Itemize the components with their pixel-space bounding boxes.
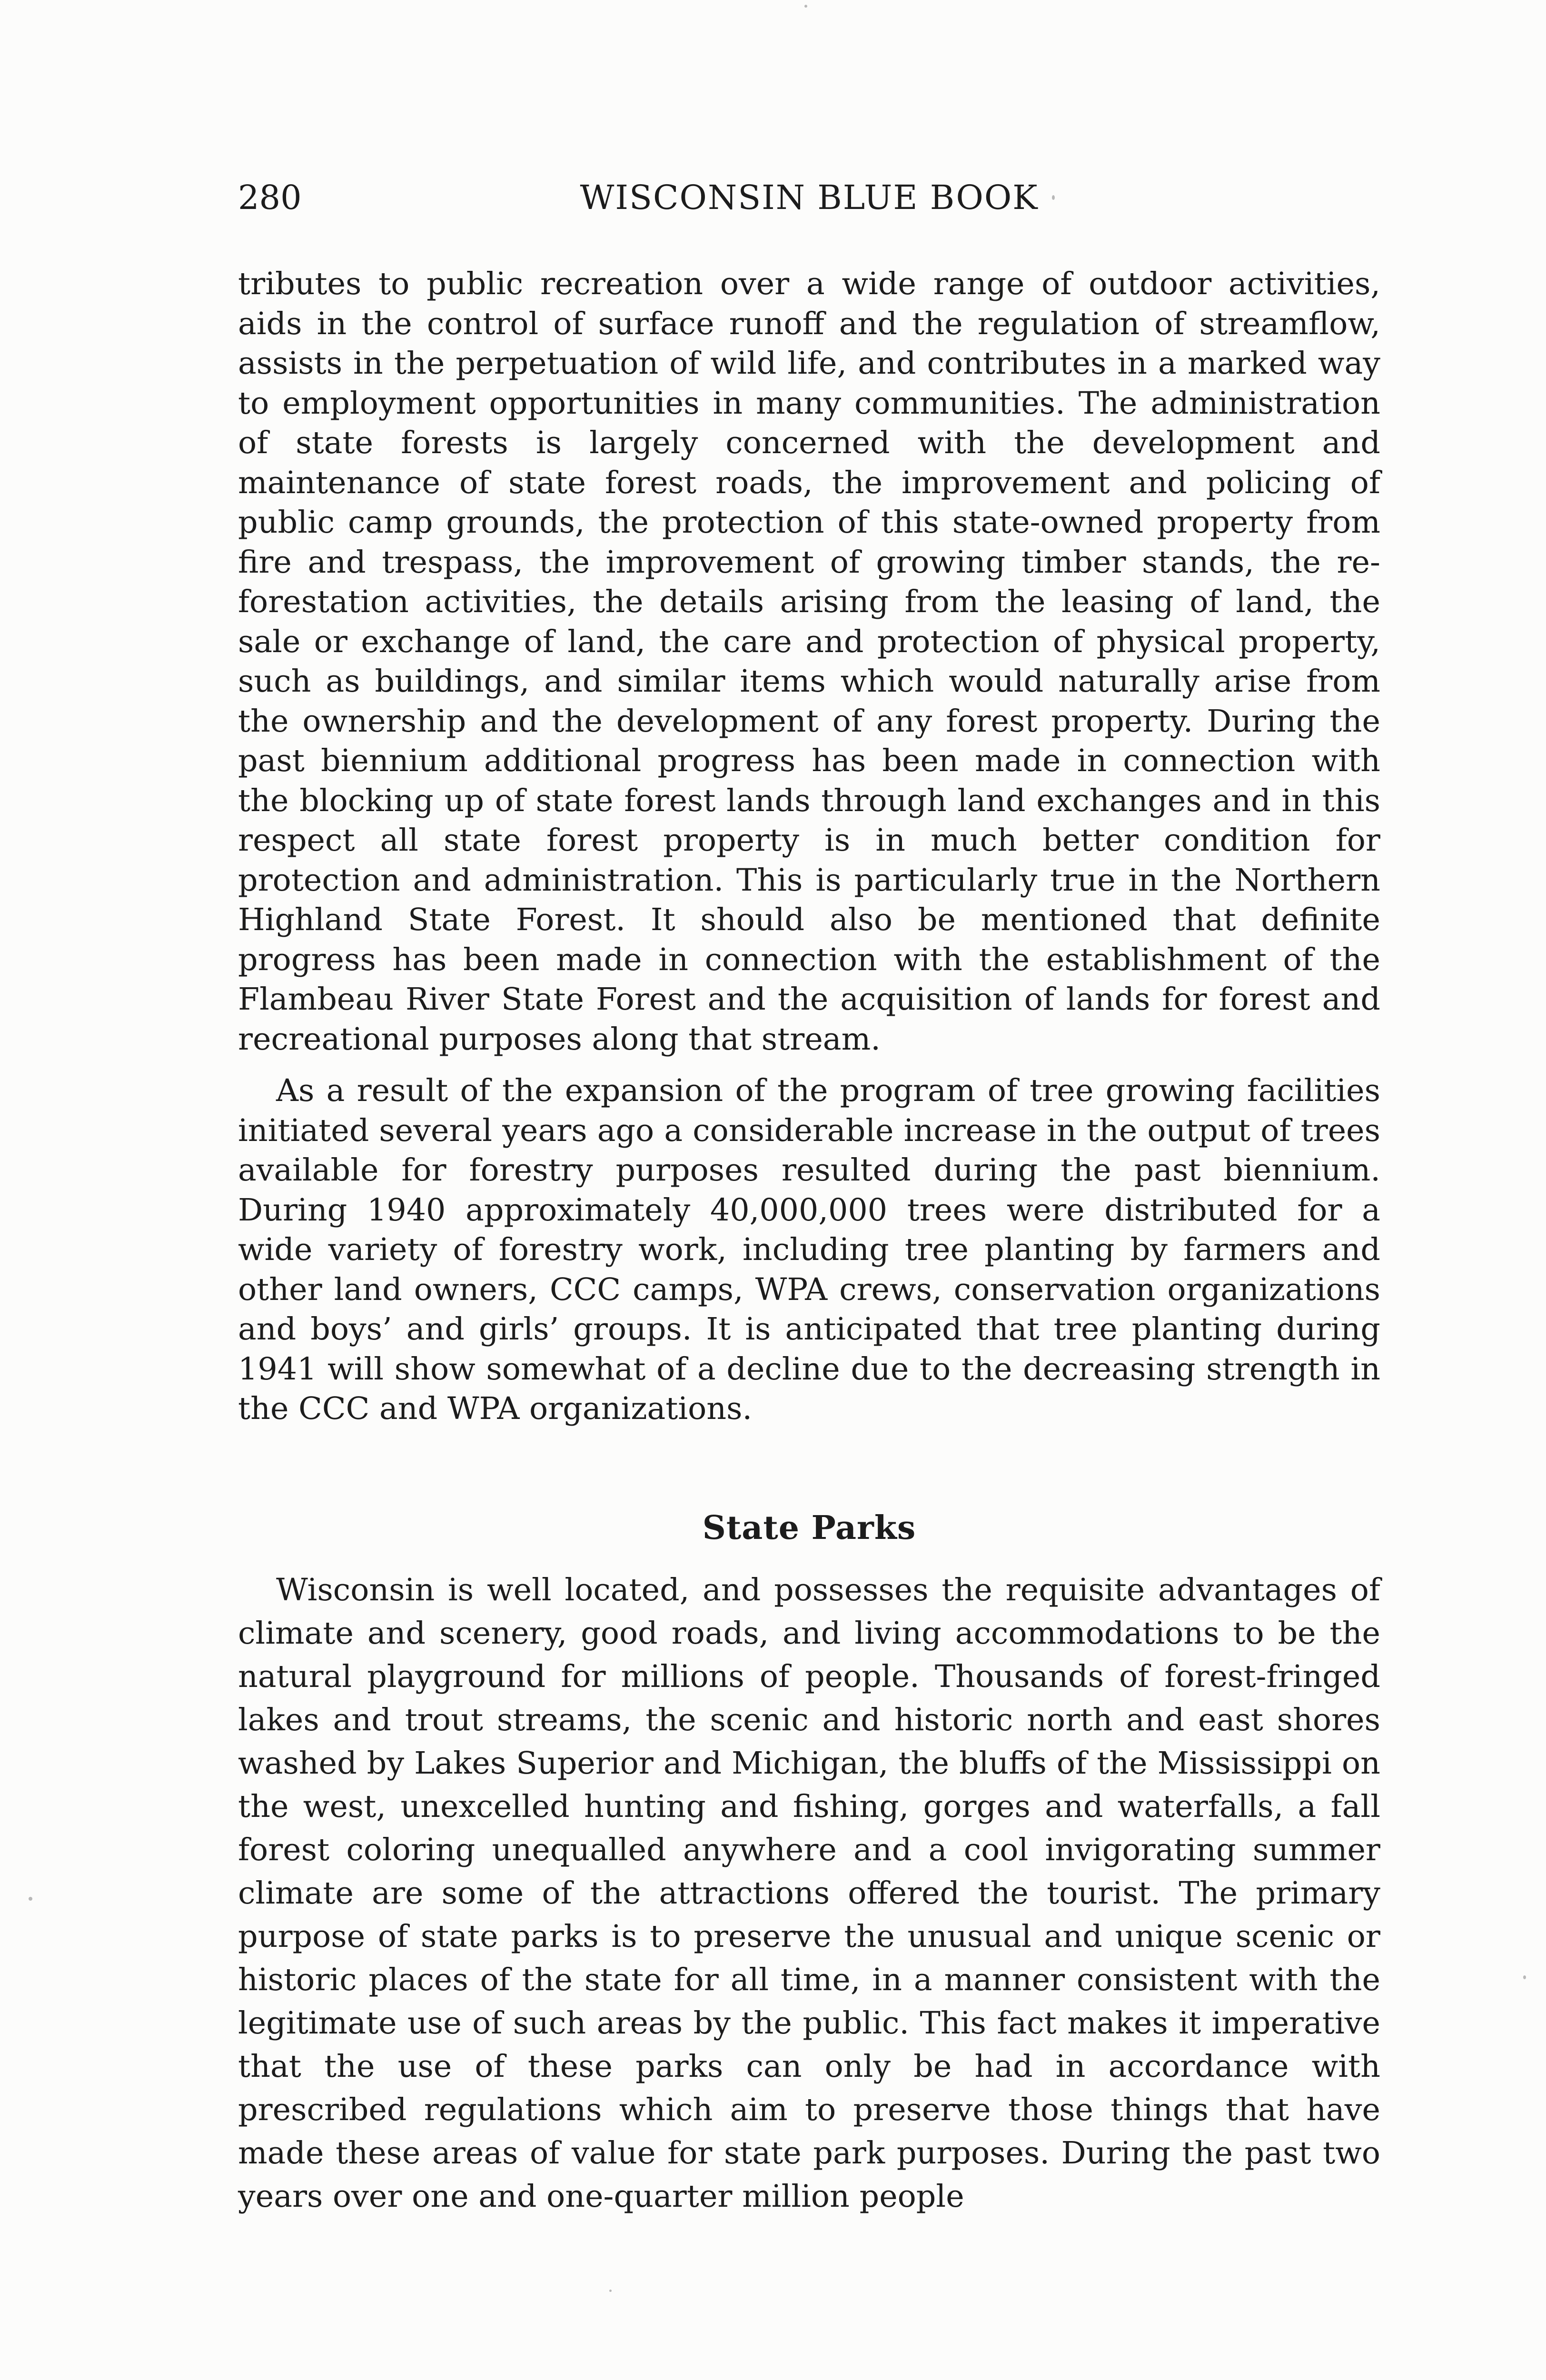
running-head bbox=[238, 171, 1380, 224]
scan-speck bbox=[804, 5, 807, 8]
scan-speck bbox=[29, 1897, 32, 1901]
state-parks-paragraph-block bbox=[238, 1568, 1380, 2218]
scan-speck bbox=[1523, 1975, 1526, 1979]
section-heading-state-parks: State Parks bbox=[702, 1509, 916, 1547]
scan-speck bbox=[1052, 195, 1055, 200]
scan-speck bbox=[609, 2290, 612, 2292]
forestry-continued-paragraph bbox=[238, 264, 1380, 1059]
book-title: WISCONSIN BLUE BOOK bbox=[580, 178, 1039, 217]
paragraph-state-parks: Wisconsin is well located, and possesses the requisite advantages of climate and scenery, good roads, and living accommodations to be the natural playground for millions of people. Thousands of forest-fringed lakes and trout streams, the scenic and historic north and east shores washed by Lakes Superior and Michigan, the bluffs of the Mississippi on the west, unexcelled hunting and fishing, gorges and waterfalls, a fall forest coloring unequalled anywhere and a cool invigorating summer climate are some of the attractions offered the tourist. The primary purpose of state parks is to preserve the unusual and unique scenic or historic places of the state for all time, in a manner consistent with the legitimate use of such areas by the public. This fact makes it imperative that the use of these parks can only be had in accordance with prescribed regulations which aim to preserve those things that have made these areas of value for state park purposes. During the past two years over one and one-quarter million people bbox=[238, 1572, 1380, 2214]
page-number: 280 bbox=[238, 178, 302, 217]
paragraph-state-forests: tributes to public recreation over a wide range of outdoor activities, aids in the control of surface runoff and the regulation of streamflow, assists in the perpetuation of wild life, and contributes in a marked way to employment opportunities in many communities. The administration of state forests is largely concerned with the development and maintenance of state forest roads, the improvement and policing of public camp grounds, the protection of this state-owned property from fire and trespass, the improvement of growing timber stands, the reforestation activities, the details arising from the leasing of land, the sale or exchange of land, the care and protection of physical property, such as buildings, and similar items which would naturally arise from the ownership and the development of any forest property. During the past biennium additional progress has been made in connection with the blocking up of state forest lands through land exchanges and in this respect all state forest property is in much better condition for protection and administration. This is particularly true in the Northern Highland State Forest. It should also be mentioned that definite progress has been made in connection with the establishment of the Flambeau River State Forest and the acquisition of lands for forest and recreational purposes along that stream. bbox=[238, 266, 1380, 1057]
paragraph-tree-growing: As a result of the expansion of the program of tree growing facilities initiated several years ago a considerable increase in the output of trees available for forestry purposes resulted during the past biennium. During 1940 approximately 40,000,000 trees were distributed for a wide variety of forestry work, including tree planting by farmers and other land owners, CCC camps, WPA crews, conservation organizations and boys’ and girls’ groups. It is anticipated that tree planting during 1941 will show somewhat of a decline due to the decreasing strength in the CCC and WPA organizations. bbox=[238, 1073, 1380, 1427]
tree-growing-paragraph-block bbox=[238, 1071, 1380, 1429]
